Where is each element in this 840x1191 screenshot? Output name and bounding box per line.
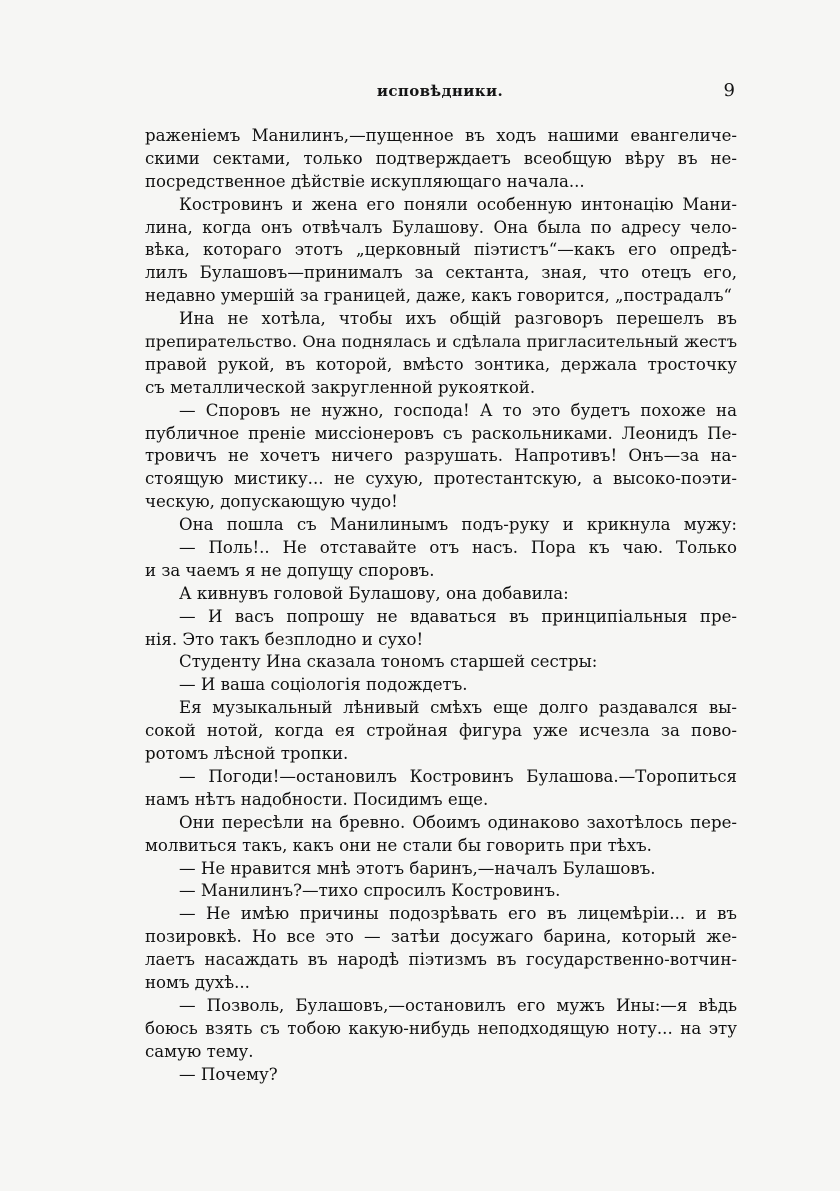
text-line: ческую, допускающую чудо! [145,492,398,512]
text-line: Ея музыкальный лѣнивый смѣхъ еще долго раздавался вы- [179,698,737,718]
page-number: 9 [723,80,735,101]
text-line: — Позволь, Булашовъ,—остановилъ его мужъ Ины:—я вѣдь [179,995,737,1015]
text-line: — И ваша соціологія подождетъ. [179,675,468,695]
text-line: препирательство. Она поднялась и сдѣлала пригласительный жестъ [145,332,737,352]
text-line: ротомъ лѣсной тропки. [145,744,349,764]
body-text [145,125,737,1086]
text-line: А кивнувъ головой Булашову, она добавила: [179,583,569,603]
text-line: недавно умершій за границей, даже, какъ говорится, „пострадалъ“ [145,286,732,306]
text-line: намъ нѣтъ надобности. Посидимъ еще. [145,789,489,809]
text-line: нія. Это такъ безплодно и сухо! [145,629,424,649]
text-line: — Не нравится мнѣ этотъ баринъ,—началъ Булашовъ. [179,858,656,878]
text-line: посредственное дѣйствіе искупляющаго начала... [145,171,585,191]
text-line: лаетъ насаждать въ народѣ піэтизмъ въ государственно-вотчин- [145,950,737,970]
text-line: сокой нотой, когда ея стройная фигура уже исчезла за пово- [145,721,737,741]
text-line: — И васъ попрошу не вдаваться въ принципіальныя пре- [179,606,737,626]
text-line: — Погоди!—остановилъ Костровинъ Булашова.—Торопиться [179,766,737,786]
text-line: — Почему? [179,1064,278,1084]
text-line: — Поль!.. Не отставайте отъ насъ. Пора къ чаю. Только [179,538,737,558]
text-line: лина, когда онъ отвѣчалъ Булашову. Она была по адресу чело- [145,217,737,237]
text-line: Костровинъ и жена его поняли особенную интонацію Мани- [179,194,737,214]
text-line: тровичъ не хочетъ ничего разрушать. Напротивъ! Онъ—за на- [145,446,737,466]
text-line: — Споровъ не нужно, господа! А то это будетъ похоже на [179,400,737,420]
text-line: вѣка, котораго этотъ „церковный піэтистъ“—какъ его опредѣ- [145,240,737,260]
text-line: лилъ Булашовъ—принималъ за сектанта, зная, что отецъ его, [145,263,737,283]
text-line: самую тему. [145,1041,254,1061]
text-line: и за чаемъ я не допущу споровъ. [145,560,435,580]
text-line: — Манилинъ?—тихо спросилъ Костровинъ. [179,881,561,901]
text-line: молвиться такъ, какъ они не стали бы говорить при тѣхъ. [145,835,652,855]
text-line: правой рукой, въ которой, вмѣсто зонтика, держала тросточку [145,354,737,374]
page-header [145,82,735,106]
text-line: боюсь взять съ тобою какую-нибудь неподходящую ноту... на эту [145,1018,737,1038]
text-line: Ина не хотѣла, чтобы ихъ общій разговоръ перешелъ въ [179,309,737,329]
text-line: съ металлической закругленной рукояткой. [145,377,536,397]
text-line: скими сектами, только подтверждаетъ всеобщую вѣру въ не- [145,148,737,168]
running-title: исповѣдники. [376,82,504,100]
text-line: Студенту Ина сказала тономъ старшей сестры: [179,652,598,672]
text-line: стоящую мистику... не сухую, протестантскую, а высоко-поэти- [145,469,737,489]
text-line: — Не имѣю причины подозрѣвать его въ лицемѣріи... и въ [179,904,737,924]
text-line: номъ духѣ... [145,972,250,992]
text-line: публичное преніе миссіонеровъ съ раскольниками. Леонидъ Пе- [145,423,737,443]
text-line: Они пересѣли на бревно. Обоимъ одинаково захотѣлось пере- [179,812,737,832]
text-line: позировкѣ. Но все это — затѣи досужаго барина, который же- [145,927,737,947]
text-line: раженіемъ Манилинъ,—пущенное въ ходъ нашими евангеличе- [145,126,737,145]
text-line: Она пошла съ Манилинымъ подъ-руку и крикнула мужу: [179,515,737,535]
